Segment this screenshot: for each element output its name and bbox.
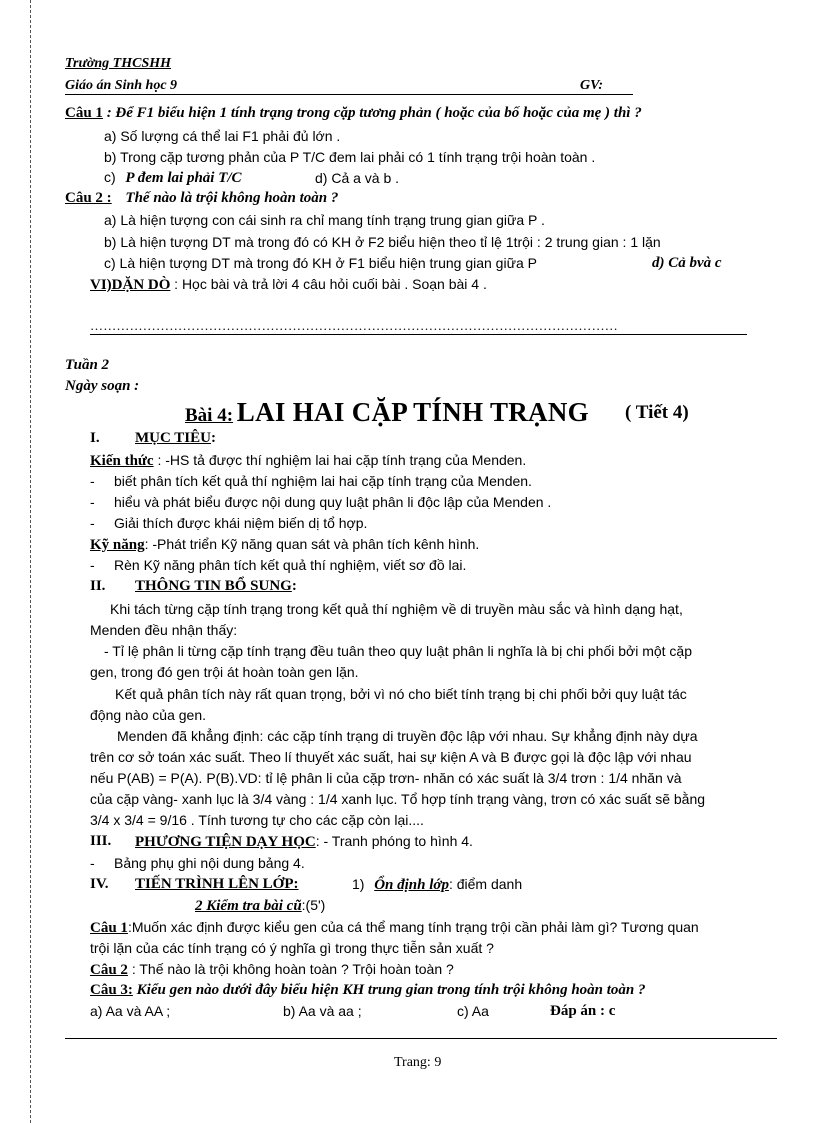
kt-q3-label: Câu 3: bbox=[90, 982, 133, 998]
kienthuc-item: - biết phân tích kết quả thí nghiệm lai hai cặp tính trạng của Menden. bbox=[90, 473, 532, 489]
section-2-heading bbox=[135, 577, 297, 595]
kt-q3-answer: Đáp án : c bbox=[550, 1003, 616, 1019]
section-1-heading bbox=[135, 429, 216, 447]
kienthuc-item-1: biết phân tích kết quả thí nghiệm lai hai cặp tính trạng của Menden. bbox=[114, 473, 532, 489]
header-rule bbox=[65, 94, 633, 95]
step-2-line bbox=[195, 896, 325, 915]
dando-label: VI)DẶN DÒ bbox=[90, 277, 171, 293]
q1-option-c: P đem lai phải T/C bbox=[125, 170, 242, 186]
step-1-num: 1) bbox=[352, 876, 365, 892]
q2-label: Câu 2 : bbox=[65, 190, 112, 206]
section-3-item: - Bảng phụ ghi nội dung bảng 4. bbox=[90, 855, 305, 871]
para-line-5: Kết quả phân tích này rất quan trọng, bởi vì nó cho biết tính trạng bị chi phối bởi quy luật tác bbox=[115, 686, 687, 702]
dotted-separator: ………………………………………………………………………………………………………… bbox=[90, 318, 618, 333]
week-label: Tuần 2 bbox=[65, 357, 110, 373]
section-2-num: II. bbox=[90, 578, 106, 594]
kynang-label: Kỹ năng bbox=[90, 537, 145, 553]
kienthuc-item-2: hiểu và phát biểu được nội dung quy luật phân li độc lập của Menden . bbox=[114, 494, 552, 510]
kt-q3-text: Kiểu gen nào dưới đây biểu hiện KH trung gian trong tính trội không hoàn toàn ? bbox=[136, 982, 646, 998]
kienthuc-item: - Giải thích được khái niệm biến dị tổ hợp. bbox=[90, 515, 368, 531]
q2-question: Thế nào là trội không hoàn toàn ? bbox=[125, 190, 339, 206]
kienthuc-item: - hiểu và phát biểu được nội dung quy luật phân li độc lập của Menden . bbox=[90, 494, 552, 510]
para-line-8: trên cơ sở toán xác suất. Theo lí thuyết xác suất, hai sự kiện A và B được gọi là độc lập với nhau bbox=[90, 749, 692, 765]
kt-q3-option-c: c) Aa bbox=[457, 1003, 489, 1019]
kynang-line bbox=[90, 535, 479, 554]
q1-line bbox=[65, 104, 642, 122]
section-1-num: I. bbox=[90, 430, 100, 446]
q1-label: Câu 1 bbox=[65, 105, 103, 121]
para-line-1: Khi tách từng cặp tính trạng trong kết quả thí nghiệm về di truyền màu sắc và hình dạng hạt, bbox=[110, 601, 683, 617]
step-1-label: Ổn định lớp bbox=[374, 877, 449, 893]
q1-option-a: a) Số lượng cá thể lai F1 phải đủ lớn . bbox=[104, 128, 341, 144]
lesson-heading bbox=[185, 396, 589, 433]
para-line-10: của cặp vàng- xanh lục là 3/4 vàng : 1/4 xanh lục. Tổ hợp tính trạng vàng, trơn có xác suất sẽ bằng bbox=[90, 791, 706, 807]
kynang-item-text: Rèn Kỹ năng phân tích kết quả thí nghiệm, viết sơ đồ lai. bbox=[114, 557, 467, 573]
q1-question: : Để F1 biểu hiện 1 tính trạng trong cặp tương phản ( hoặc của bố hoặc của mẹ ) thì ? bbox=[106, 105, 642, 121]
q2-option-b: b) Là hiện tượng DT mà trong đó có KH ở F2 biểu hiện theo tỉ lệ 1trội : 2 trung gian : 1 lặn bbox=[104, 234, 661, 250]
step-1-rest: : điểm danh bbox=[448, 876, 523, 892]
kienthuc-text: : -HS tả được thí nghiệm lai hai cặp tính trạng của Menden. bbox=[153, 452, 527, 468]
section-1-colon: : bbox=[210, 430, 216, 446]
section-3-rest: : - Tranh phóng to hình 4. bbox=[315, 833, 473, 849]
q1-option-d: d) Cả a và b . bbox=[315, 170, 400, 186]
lesson-prefix: Bài 4: bbox=[185, 405, 234, 426]
kienthuc-item-3: Giải thích được khái niệm biến dị tổ hợp. bbox=[114, 515, 368, 531]
para-line-2: Menden đều nhận thấy: bbox=[90, 622, 238, 638]
kt-q3-line bbox=[90, 981, 646, 999]
footer-rule bbox=[65, 1038, 777, 1039]
section-3-num: III. bbox=[90, 833, 112, 849]
kt-q3-option-a: a) Aa và AA ; bbox=[90, 1003, 171, 1019]
kienthuc-label: Kiến thức bbox=[90, 453, 154, 469]
kt-q1-label: Câu 1 bbox=[90, 920, 128, 936]
kt-q3-option-b: b) Aa và aa ; bbox=[283, 1003, 362, 1019]
step-2-label: 2 Kiểm tra bài cũ bbox=[195, 898, 302, 914]
teacher-label: GV: bbox=[580, 78, 604, 93]
para-line-11: 3/4 x 3/4 = 9/16 . Tính tương tự cho các cặp còn lại.... bbox=[90, 812, 424, 828]
date-label: Ngày soạn : bbox=[65, 378, 140, 394]
section-3-title: PHƯƠNG TIỆN DẠY HỌC bbox=[135, 834, 316, 850]
kt-q1-line-2: trội lặn của các tính trạng có ý nghĩa gì trong thực tiễn sản xuất ? bbox=[90, 940, 494, 956]
q2-option-a: a) Là hiện tượng con cái sinh ra chỉ mang tính trạng trung gian giữa P . bbox=[104, 212, 545, 228]
section-2-title: THÔNG TIN BỔ SUNG bbox=[135, 578, 292, 594]
step-1-line bbox=[352, 875, 522, 894]
section-2-colon: : bbox=[291, 578, 297, 594]
step-2-rest: :(5') bbox=[301, 897, 326, 913]
kt-q2-line bbox=[90, 960, 454, 979]
q2-option-d: d) Cả bvà c bbox=[652, 255, 722, 271]
q1-option-b: b) Trong cặp tương phản của P T/C đem lai phải có 1 tính trạng trội hoàn toàn . bbox=[104, 149, 596, 165]
section-3-heading bbox=[135, 832, 473, 851]
section-4-num: IV. bbox=[90, 876, 109, 892]
subject-name: Giáo án Sinh học 9 bbox=[65, 78, 178, 93]
dando-line bbox=[90, 275, 487, 294]
separator-rule bbox=[90, 334, 747, 335]
q1-option-c-prefix: c) bbox=[104, 169, 116, 185]
lesson-period: ( Tiết 4) bbox=[625, 402, 689, 423]
kynang-item: - Rèn Kỹ năng phân tích kết quả thí nghiệm, viết sơ đồ lai. bbox=[90, 557, 467, 573]
margin-dashed-line bbox=[30, 0, 31, 1123]
section-3-item-text: Bảng phụ ghi nội dung bảng 4. bbox=[114, 855, 305, 871]
q2-option-c: c) Là hiện tượng DT mà trong đó KH ở F1 biểu hiện trung gian giữa P bbox=[104, 255, 537, 271]
para-line-4: gen, trong đó gen trội át hoàn toàn gen lặn. bbox=[90, 664, 359, 680]
para-line-6: động nào của gen. bbox=[90, 707, 206, 723]
para-line-3: - Tỉ lệ phân li từng cặp tính trạng đều tuân theo quy luật phân li nghĩa là bị chi phối bởi một cặp bbox=[104, 643, 693, 659]
kynang-text: : -Phát triển Kỹ năng quan sát và phân tích kênh hình. bbox=[144, 536, 480, 552]
kt-q2-label: Câu 2 bbox=[90, 962, 128, 978]
page-number: Trang: 9 bbox=[394, 1055, 442, 1070]
lesson-title: LAI HAI CẶP TÍNH TRẠNG bbox=[236, 397, 589, 427]
dando-text: : Học bài và trả lời 4 câu hỏi cuối bài . Soạn bài 4 . bbox=[174, 276, 487, 292]
kt-q2-text: : Thế nào là trội không hoàn toàn ? Trội hoàn toàn ? bbox=[127, 961, 454, 977]
school-name: Trường THCSHH bbox=[65, 56, 172, 71]
section-1-title: MỤC TIÊU bbox=[135, 430, 211, 446]
kienthuc-line bbox=[90, 451, 526, 470]
kt-q1-text: :Muốn xác định được kiểu gen của cá thể mang tính trạng trội cần phải làm gì? Tương quan bbox=[127, 919, 699, 935]
section-4-title: TIẾN TRÌNH LÊN LỚP: bbox=[135, 876, 299, 892]
kt-q1-line-1 bbox=[90, 918, 699, 937]
para-line-7: Menden đã khẳng định: các cặp tính trạng di truyền độc lập với nhau. Sự khẳng định này dựa bbox=[117, 728, 698, 744]
q2-line bbox=[65, 189, 338, 207]
q1-option-c-line bbox=[104, 168, 242, 187]
para-line-9: nếu P(AB) = P(A). P(B).VD: tỉ lệ phân li của cặp trơn- nhăn có xác suất là 3/4 trơn : 1/4 nhăn và bbox=[90, 770, 682, 786]
